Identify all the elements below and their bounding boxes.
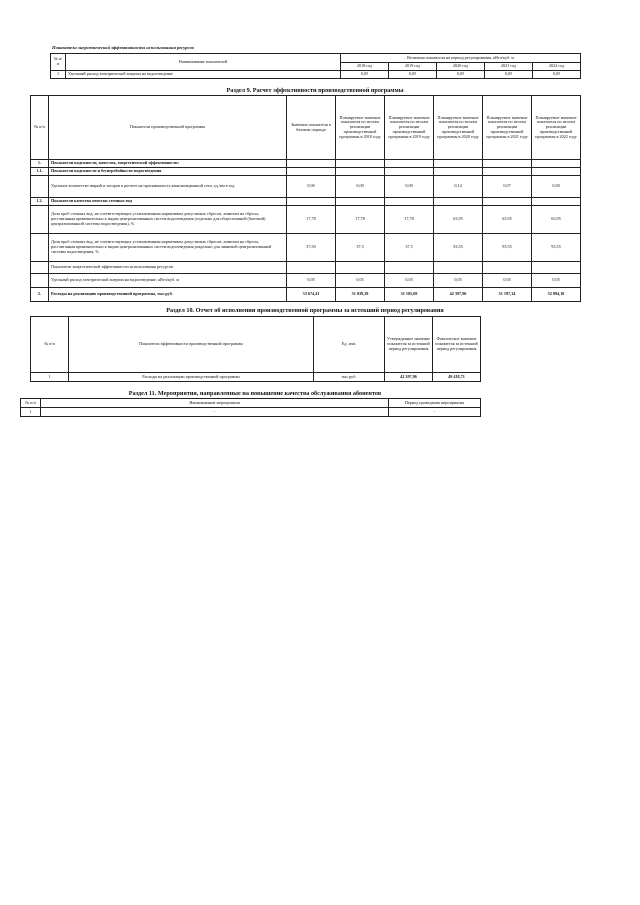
row-num: 1.2.	[31, 198, 49, 206]
row-num: 1.	[31, 160, 49, 168]
value-cell: 37,5	[336, 234, 385, 262]
program-execution-report-table	[30, 316, 481, 382]
row-num: 1.1.	[31, 168, 49, 176]
table-row	[31, 262, 581, 274]
section-11-title: Раздел 11. Мероприятия, направленные на повышение качества обслуживания абонентов	[128, 390, 382, 397]
row-num: 2.	[31, 288, 49, 302]
energy-efficiency-table	[50, 53, 581, 79]
value-cell: 37,5	[385, 234, 434, 262]
energy-indicators-caption: Показатели энергетической эффективности использования ресурсов	[52, 45, 194, 50]
col-header-2019: Планируемое значение показателя по итогам реализации производственной программы в 2019 году	[385, 96, 434, 160]
row-text: Показатели энергетической эффективности использования ресурсов	[49, 262, 287, 274]
value-cell: 31 039,29	[336, 288, 385, 302]
value-cell: 0,00	[287, 176, 336, 198]
year-2019: 2019 год	[389, 63, 437, 71]
value-cell: 93,55	[532, 234, 581, 262]
value-cell: 0,05	[336, 274, 385, 288]
value-cell: 52 894,10	[532, 288, 581, 302]
table-row	[31, 234, 581, 262]
section-10-title: Раздел 10. Отчет об исполнении производственной программы за истекший период регулирования	[166, 307, 444, 314]
col-header-num: № п/п	[51, 54, 66, 71]
value-cell: 17,78	[336, 206, 385, 234]
table-row	[21, 408, 481, 417]
table-row	[31, 176, 581, 198]
value-cell: 37,50	[287, 234, 336, 262]
value-cell: 0,05	[434, 274, 483, 288]
col-header-name: Наименование мероприятия	[41, 399, 389, 408]
value-cell: 33 674,41	[287, 288, 336, 302]
row-text: Показатели качества очистки сточных вод	[49, 198, 287, 206]
col-header-fact: Фактическое значение показателя за истекший период регулирования	[433, 317, 481, 373]
row-text: Показатели надежности и бесперебойности водоотведения	[49, 168, 287, 176]
value-cell: 17,78	[385, 206, 434, 234]
col-header-num: № п/п	[31, 96, 49, 160]
row-plan: 42 397,96	[385, 373, 433, 382]
value-cell: 93,55	[434, 234, 483, 262]
value-cell: 63,95	[532, 206, 581, 234]
value-cell: 42 397,96	[434, 288, 483, 302]
table-row	[31, 168, 581, 176]
value-cell: 0,05	[485, 71, 533, 79]
value-cell: 0,05	[389, 71, 437, 79]
row-name: -	[41, 408, 389, 417]
year-2022: 2022 год	[533, 63, 581, 71]
value-cell: 0,00	[336, 176, 385, 198]
row-text: Показатели надежности, качества, энергетической эффективности:	[49, 160, 287, 168]
table-row	[31, 373, 481, 382]
program-efficiency-table	[30, 95, 581, 302]
row-text: Расходы на реализацию производственной программы, тыс.руб.	[49, 288, 287, 302]
col-header-values: Величина показателя на период регулирования, кВтч/куб. м	[341, 54, 581, 63]
row-num: 1	[21, 408, 41, 417]
value-cell: 0,05	[437, 71, 485, 79]
row-name: Расходы на реализацию производственной программы	[69, 373, 314, 382]
col-header-name: Наименование показателей	[66, 54, 341, 71]
value-cell: 0,05	[483, 274, 532, 288]
table-row	[31, 198, 581, 206]
value-cell: 63,95	[434, 206, 483, 234]
row-fact: 49 418,71	[433, 373, 481, 382]
year-2021: 2021 год	[485, 63, 533, 71]
value-cell: 63,95	[483, 206, 532, 234]
table-row	[31, 206, 581, 234]
row-unit: тыс.руб.	[314, 373, 385, 382]
col-header-name: Показатели производственной программы	[49, 96, 287, 160]
value-cell: 0,14	[434, 176, 483, 198]
value-cell: 0,00	[532, 176, 581, 198]
row-text: Удельный расход электрической энергии на водоотведение, кВтч/куб. м	[49, 274, 287, 288]
row-num: 1	[31, 373, 69, 382]
value-cell: 0,00	[385, 176, 434, 198]
table-row	[31, 274, 581, 288]
col-header-period: Период проведения мероприятия	[389, 399, 481, 408]
value-cell: 0,05	[385, 274, 434, 288]
value-cell: 0,05	[533, 71, 581, 79]
col-header-num: № п/п	[21, 399, 41, 408]
row-num: 1	[51, 71, 66, 79]
row-text: Доля проб сточных вод, не соответствующих установленным нормативам допустимых сбросов, лимитам на сбросы, рассчитанная применительно к видам централизованных систем водоотведения (отдельно для общесплавной (бытовой) централизованной системы водоотведения), %	[49, 206, 287, 234]
section-9-title: Раздел 9. Расчет эффективности производственной программы	[226, 87, 404, 94]
col-header-unit: Ед. изм.	[314, 317, 385, 373]
year-2018: 2018 год	[341, 63, 389, 71]
value-cell: 0,05	[287, 274, 336, 288]
col-header-num: № п/п	[31, 317, 69, 373]
value-cell: 0,05	[341, 71, 389, 79]
col-header-2022: Планируемое значение показателя по итогам реализации производственной программы в 2022 году	[532, 96, 581, 160]
table-row	[31, 160, 581, 168]
col-header-2021: Планируемое значение показателя по итогам реализации производственной программы в 2021 году	[483, 96, 532, 160]
row-period: -	[389, 408, 481, 417]
col-header-2020: Планируемое значение показателя по итогам реализации производственной программы в 2020 году	[434, 96, 483, 160]
year-2020: 2020 год	[437, 63, 485, 71]
col-header-plan: Утвержденное значение показателя за истекший период регулирования	[385, 317, 433, 373]
col-header-name: Показатели эффективности производственной программы	[69, 317, 314, 373]
col-header-2018: Планируемое значение показателя по итогам реализации производственной программы в 2018 году	[336, 96, 385, 160]
row-name: Удельный расход электрической энергии на водоотведение	[66, 71, 341, 79]
col-header-base: Значение показателя в базовом периоде	[287, 96, 336, 160]
row-text: Доля проб сточных вод, не соответствующих установленным нормативам допустимых сбросов, лимитам на сбросы, рассчитанная применительно к видам централизованных систем водоотведения раздельно для ливневой централизованной системы водоотведения, %	[49, 234, 287, 262]
service-quality-measures-table	[20, 398, 481, 417]
value-cell: 0,07	[483, 176, 532, 198]
value-cell: 93,55	[483, 234, 532, 262]
value-cell: 51 197,34	[483, 288, 532, 302]
table-row	[51, 71, 581, 79]
value-cell: 0,05	[532, 274, 581, 288]
value-cell: 31 185,69	[385, 288, 434, 302]
table-row	[31, 288, 581, 302]
row-text: Удельное количество аварий и засоров в расчете на протяженность канализационной сети, ед./км в год	[49, 176, 287, 198]
value-cell: 17,78	[287, 206, 336, 234]
